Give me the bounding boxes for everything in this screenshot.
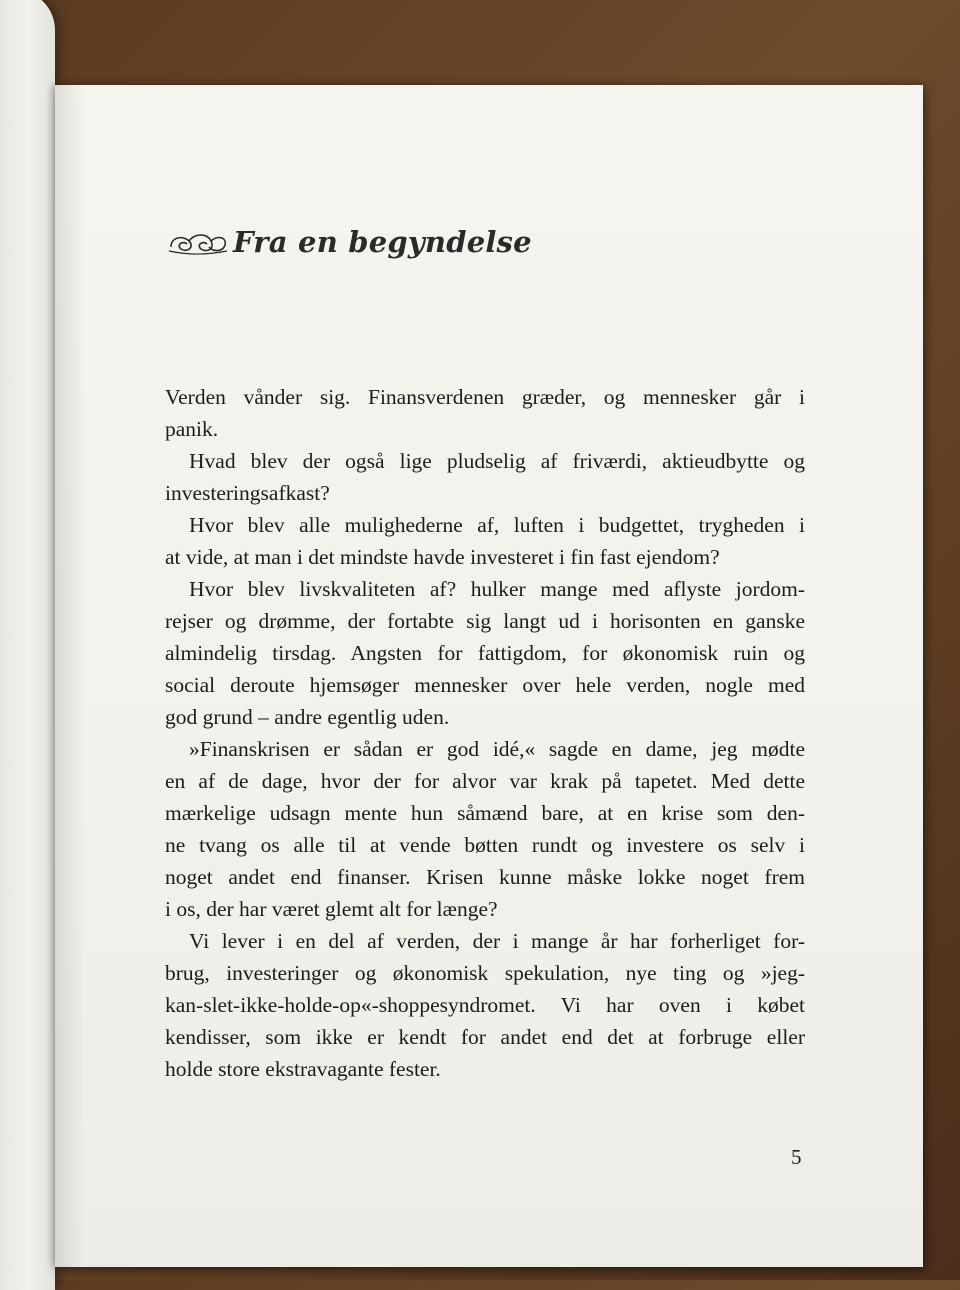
text-line: investeringsafkast?	[165, 481, 330, 505]
body-text	[165, 381, 805, 1085]
text-line: i os, der har været glemt alt for længe?	[165, 897, 498, 921]
text-line: brug, investeringer og økonomisk spekulation, nye ting og »jeg-	[165, 961, 805, 985]
text-line: Hvor blev alle mulighederne af, luften i budgettet, trygheden i	[189, 513, 805, 537]
text-line: almindelig tirsdag. Angsten for fattigdom, for økonomisk ruin og	[165, 641, 805, 665]
text-line: noget andet end finanser. Krisen kunne måske lokke noget frem	[165, 865, 805, 889]
page-gutter-shadow	[55, 85, 85, 1267]
text-line: panik.	[165, 417, 219, 441]
text-line: holde store ekstravagante fester.	[165, 1057, 441, 1081]
text-line: en af de dage, hvor der for alvor var krak på tapetet. Med dette	[165, 769, 805, 793]
text-line: ne tvang os alle til at vende bøtten rundt og investere os selv i	[165, 833, 805, 857]
text-line: Vi lever i en del af verden, der i mange år har forherliget for-	[189, 929, 805, 953]
chapter-title: Fra en begyndelse	[233, 225, 532, 259]
text-line: kan-slet-ikke-holde-op«-shoppesyndromet. Vi har oven i købet	[165, 993, 805, 1017]
scroll-ornament-icon	[167, 225, 229, 259]
page-number: 5	[791, 1145, 802, 1169]
text-line: mærkelige udsagn mente hun såmænd bare, at en krise som den-	[165, 801, 805, 825]
text-line: kendisser, som ikke er kendt for andet end det at forbruge eller	[165, 1025, 805, 1049]
left-page-edge	[0, 0, 55, 1290]
book-page	[55, 85, 923, 1267]
text-line: rejser og drømme, der fortabte sig langt ud i horisonten en ganske	[165, 609, 805, 633]
text-line: Hvad blev der også lige pludselig af friværdi, aktieudbytte og	[189, 449, 805, 473]
text-line: Verden vånder sig. Finansverdenen græder, og mennesker går i	[165, 385, 805, 409]
text-line: Hvor blev livskvaliteten af? hulker mange med aflyste jordom-	[189, 577, 805, 601]
text-line: »Finanskrisen er sådan er god idé,« sagde en dame, jeg mødte	[189, 737, 805, 761]
text-line: social deroute hjemsøger mennesker over hele verden, nogle med	[165, 673, 805, 697]
chapter-heading	[167, 225, 532, 259]
text-line: god grund – andre egentlig uden.	[165, 705, 450, 729]
text-line: at vide, at man i det mindste havde investeret i fin fast ejendom?	[165, 545, 720, 569]
